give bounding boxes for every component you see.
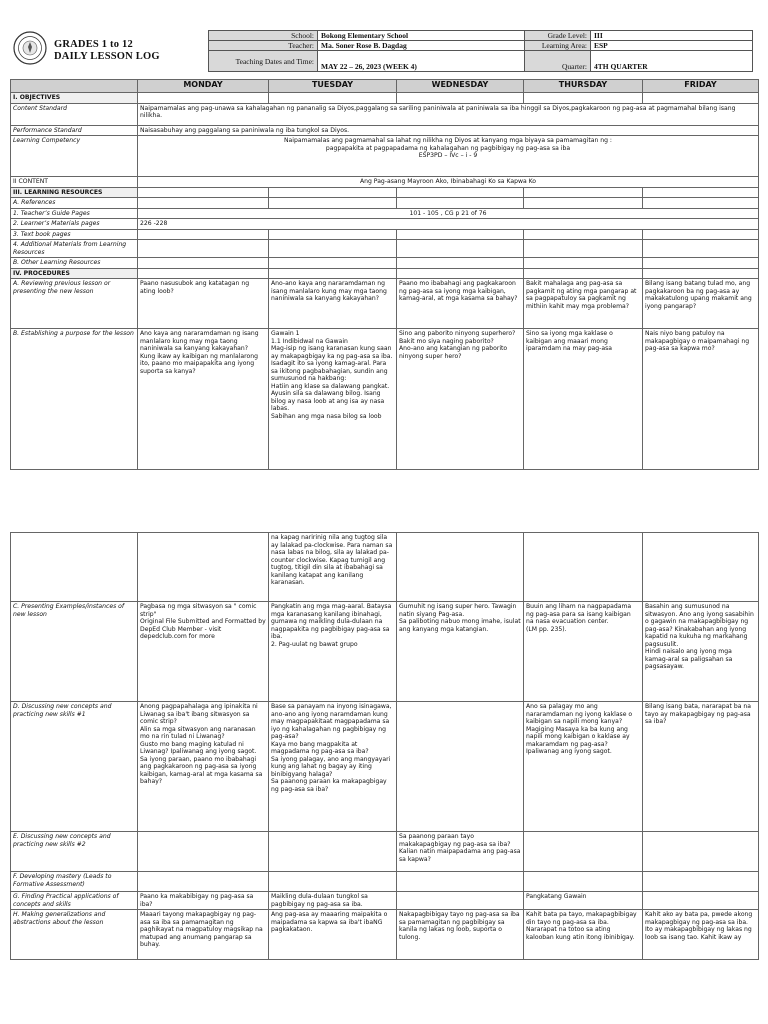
day-monday: MONDAY <box>138 80 269 93</box>
procedure-a-friday: Bilang isang batang tulad mo, ang pagkakaroon ba ng pag-asa ay makakatulong upang makamit ang iyong pangarap? <box>643 279 759 329</box>
procedure-b-tuesday: Gawain 1 1.1 Indibidwal na Gawain Mag-isip ng isang karanasan kung saan ay makapagbigay ka ng pag-asa sa iba. Isadagit ito sa iyong kamag-aral. Para sa ikitong pagbabahagian, sundin ang sumusunod na hakbang: Hatiin ang klase sa dalawang pangkat. Ayusin sila sa dalawang bilog. Isang bilog ay nasa loob at ang isa ay nasa labas. Sabihan ang mga nasa bilog sa loob <box>269 329 397 470</box>
procedure-c-friday: Basahin ang sumusunod na sitwasyon. Ano ang iyong sasabihin o gagawin na makapagbibigay ng pag-asa? Kinakabahan ang iyong kapatid na kukuha ng markahang pagsusulit. Hindi naisalo ang iyong mga kamag-aral sa paligsahan sa pagsasayaw. <box>643 602 759 702</box>
lesson-log-table-page-2 <box>10 532 758 960</box>
school-info-table <box>208 30 753 72</box>
procedure-h-tuesday: Ang pag-asa ay maaaring maipakita o maipadama sa kapwa sa iba't ibaNG pagkakataon. <box>269 910 397 960</box>
procedure-g-friday <box>643 892 759 910</box>
procedure-b-cont-wednesday <box>397 533 524 602</box>
procedure-f-wednesday <box>397 872 524 892</box>
procedure-d-thursday: Ano sa palagay mo ang nararamdaman ng iyong kaklase o kaibigan sa napili mong kanya? Magiging Masaya ka ba kung ang napili mong kaibigan o kaklase ay makaramdam ng pag-asa? Ipaliwanag ang iyong sagot. <box>524 702 643 832</box>
day-wednesday: WEDNESDAY <box>397 80 524 93</box>
procedure-g-label: G. Finding Practical applications of concepts and skills <box>11 892 138 910</box>
procedure-e-friday <box>643 832 759 872</box>
procedure-c-wednesday: Gumuhit ng isang super hero. Tawagin natin siyang Pag-asa. Sa paliboting nabuo mong imahe, isulat ang kanyang mga katangian. <box>397 602 524 702</box>
performance-standard-text: Naisasabuhay ang paggalang sa paniniwala ng iba tungkol sa Diyos. <box>138 125 759 136</box>
procedure-g-tuesday: Maikling dula-dulaan tungkol sa pagbibigay ng pag-asa sa iba. <box>269 892 397 910</box>
content-text: Ang Pag-asang Mayroon Ako, Ibinabahagi Ko sa Kapwa Ko <box>138 177 759 188</box>
teacher-label: Teacher: <box>209 41 318 51</box>
procedure-c-label: C. Presenting Examples/instances of new lesson <box>11 602 138 702</box>
procedure-e-tuesday <box>269 832 397 872</box>
quarter-label: Quarter: <box>525 51 591 72</box>
other-resources-label: B. Other Learning Resources <box>11 258 138 269</box>
procedure-f-label: F. Developing mastery (Leads to Formative Assessment) <box>11 872 138 892</box>
content-label: II CONTENT <box>11 177 138 188</box>
procedure-e-label: E. Discussing new concepts and practicing new skills #2 <box>11 832 138 872</box>
school-value: Bokong Elementary School <box>318 31 525 41</box>
learners-materials-pages: 226 -228 <box>138 219 759 230</box>
procedure-b-friday: Nais niyo bang patuloy na makapagbigay o maipamahagi ng pag-asa sa kapwa mo? <box>643 329 759 470</box>
procedure-b-cont-label <box>11 533 138 602</box>
deped-seal-logo <box>13 31 47 65</box>
document-title <box>54 39 160 63</box>
grade-label: Grade Level: <box>525 31 591 41</box>
procedure-b-cont-thursday <box>524 533 643 602</box>
procedure-d-monday: Anong pagpapahalaga ang ipinakita ni Liwanag sa iba't ibang sitwasyon sa comic strip? Alin sa mga sitwasyon ang naranasan mo na rin tulad ni Liwanag? Gusto mo bang maging katulad ni Liwanag? Ipaliwanag ang iyong sagot. Sa iyong paraan, paano mo ibabahagi ang pagkakaroon ng pag-asa sa iyong kaibigan, kamag-aral at mga kasama sa bahay? <box>138 702 269 832</box>
resources-heading: III. LEARNING RESOURCES <box>11 187 138 198</box>
procedure-d-wednesday <box>397 702 524 832</box>
procedure-g-wednesday <box>397 892 524 910</box>
procedure-a-monday: Paano nasusubok ang katatagan ng ating loob? <box>138 279 269 329</box>
dates-label: Teaching Dates and Time: <box>209 51 318 72</box>
dates-value: MAY 22 – 26, 2023 (WEEK 4) <box>318 51 525 72</box>
day-tuesday: TUESDAY <box>269 80 397 93</box>
references-label: A. References <box>11 198 138 209</box>
procedure-h-monday: Maaari tayong makapagbigay ng pag-asa sa iba sa pamamagitan ng paghikayat na magpatuloy magsikap na matupad ang anumang pangarap sa buhay. <box>138 910 269 960</box>
procedure-d-label: D. Discussing new concepts and practicing new skills #1 <box>11 702 138 832</box>
day-thursday: THURSDAY <box>524 80 643 93</box>
title-line-1: GRADES 1 to 12 <box>54 39 133 50</box>
textbook-label: 3. Text book pages <box>11 229 138 240</box>
procedure-c-tuesday: Pangkatin ang mga mag-aaral. Bataysa mga karanasang kanilang ibinahagi, gumawa ng maikling dula-dulaan na nagpapakita ng pagbibigay pag-asa sa iba. 2. Pag-uulat ng bawat grupo <box>269 602 397 702</box>
procedure-h-thursday: Kahit bata pa tayo, makapagbibigay din tayo ng pag-asa sa iba. Nararapat na totoo sa ating kalooban kung atin itong ibinibigay. <box>524 910 643 960</box>
learners-materials-label: 2. Learner’s Materials pages <box>11 219 138 230</box>
teachers-guide-label: 1. Teacher’s Guide Pages <box>11 208 138 219</box>
procedure-a-wednesday: Paano mo ibabahagi ang pagkakaroon ng pag-asa sa iyong mga kaibigan, kamag-aral, at mga kasama sa bahay? <box>397 279 524 329</box>
procedure-b-thursday: Sino sa iyong mga kaklase o kaibigan ang maaari mong iparamdam na may pag-asa <box>524 329 643 470</box>
content-standard-label: Content Standard <box>11 103 138 125</box>
procedure-a-label: A. Reviewing previous lesson or presenting the new lesson <box>11 279 138 329</box>
procedure-d-tuesday: Base sa panayam na inyong isinagawa, ano-ano ang iyong naramdaman kung may magpapakitaat magpapadama sa iyo ng kahalagahan ng pagbibigay ng pag-asa? Kaya mo bang magpakita at magpadama ng pag-asa sa iba? Sa iyong palagay, ano ang mangyayari kung ang lahat ng bagay ay iting binibigyang halaga? Sa paanong paraan ka makapagbigay ng pag-asa sa iba? <box>269 702 397 832</box>
procedure-d-friday: Bilang isang bata, nararapat ba na tayo ay makapagbigay ng pag-asa sa iba? <box>643 702 759 832</box>
additional-materials-label: 4. Additional Materials from Learning Resources <box>11 240 138 258</box>
procedure-f-thursday <box>524 872 643 892</box>
procedure-b-cont-monday <box>138 533 269 602</box>
procedure-c-thursday: Buuin ang liham na nagpapadama ng pag-asa para sa isang kaibigan na nasa evacuation center. (LM pp. 235). <box>524 602 643 702</box>
title-line-2: DAILY LESSON LOG <box>54 51 160 62</box>
learning-competency-text: Naipamamalas ang pagmamahal sa lahat ng nilikha ng Diyos at kanyang mga biyaya sa pamamagitan ng : pagpapakita at pagpapadama ng kahalagahan ng pagbibigay ng pag-asa sa iba ESP3PD – IVc – i - 9 <box>138 136 759 177</box>
procedure-b-label: B. Establishing a purpose for the lesson <box>11 329 138 470</box>
lesson-log-table-page-1 <box>10 79 758 470</box>
procedure-h-label: H. Making generalizations and abstractions about the lesson <box>11 910 138 960</box>
procedure-b-wednesday: Sino ang paborito ninyong superhero? Bakit mo siya naging paborito? Ano-ano ang katangian ng paborito ninyong super hero? <box>397 329 524 470</box>
content-standard-text: Naipamamalas ang pag-unawa sa kahalagahan ng pananalig sa Diyos,paggalang sa sariling paniniwala at paniniwala sa iba hinggil sa Diyos,pagkakaroon ng pag-asa at pagmamahal bilang isang nilikha. <box>138 103 759 125</box>
procedure-c-monday: Pagbasa ng mga sitwasyon sa " comic strip" Original File Submitted and Formatted by DepEd Club Member - visit depedclub.com for more <box>138 602 269 702</box>
performance-standard-label: Performance Standard <box>11 125 138 136</box>
objectives-heading: I. OBJECTIVES <box>11 93 138 104</box>
day-friday: FRIDAY <box>643 80 759 93</box>
procedure-f-tuesday <box>269 872 397 892</box>
procedure-b-cont-friday <box>643 533 759 602</box>
quarter-value: 4TH QUARTER <box>591 51 753 72</box>
area-label: Learning Area: <box>525 41 591 51</box>
procedure-e-monday <box>138 832 269 872</box>
procedure-f-friday <box>643 872 759 892</box>
teachers-guide-pages: 101 - 105 , CG p 21 of 76 <box>138 208 759 219</box>
area-value: ESP <box>591 41 753 51</box>
procedure-f-monday <box>138 872 269 892</box>
procedure-e-thursday <box>524 832 643 872</box>
school-label: School: <box>209 31 318 41</box>
procedure-g-monday: Paano ka makabibigay ng pag-asa sa iba? <box>138 892 269 910</box>
procedure-h-wednesday: Nakapagbibigay tayo ng pag-asa sa iba sa pamamagitan ng pagbibigay sa kanila ng lakas ng loob, suporta o tulong. <box>397 910 524 960</box>
procedure-b-monday: Ano kaya ang nararamdaman ng isang manlalaro kung may mga taong naniniwala sa kanyang kakayahan? Kung ikaw ay kaibigan ng manlalarong ito, paano mo maipapakita ang iyong suporta sa kanya? <box>138 329 269 470</box>
procedure-e-wednesday: Sa paanong paraan tayo makakapagbigay ng pag-asa sa iba? Kalian natin maipapadama ang pag-asa sa kapwa? <box>397 832 524 872</box>
learning-competency-label: Learning Competency <box>11 136 138 177</box>
procedure-a-thursday: Bakit mahalaga ang pag-asa sa pagkamit ng ating mga pangarap at sa pagpapatuloy sa pagkamit ng mithiin kahit may mga problema? <box>524 279 643 329</box>
procedure-b-cont-tuesday: na kapag naririnig nila ang tugtog sila ay lalakad pa-clockwise. Para naman sa nasa labas na bilog, sila ay lalakad pa-counter clockwise. Kapag tumigil ang tugtog, titigil din sila at ibabahagi sa kanilang katapat ang kanilang karanasan. <box>269 533 397 602</box>
corner-cell <box>11 80 138 93</box>
procedure-a-tuesday: Ano-ano kaya ang nararamdaman ng isang manlalaro kung may mga taong naniniwala sa kanyang kakayahan? <box>269 279 397 329</box>
lesson-log-header <box>10 30 758 72</box>
procedures-heading: IV. PROCEDURES <box>11 268 138 279</box>
procedure-h-friday: Kahit ako ay bata pa, pwede akong makapagbigay ng pag-asa sa iba. Ito ay makapagbibigay ng lakas ng loob sa isang tao. Kahit ikaw ay <box>643 910 759 960</box>
grade-value: III <box>591 31 753 41</box>
procedure-g-thursday: Pangkatang Gawain <box>524 892 643 910</box>
teacher-value: Ma. Soner Rose B. Dagdag <box>318 41 525 51</box>
